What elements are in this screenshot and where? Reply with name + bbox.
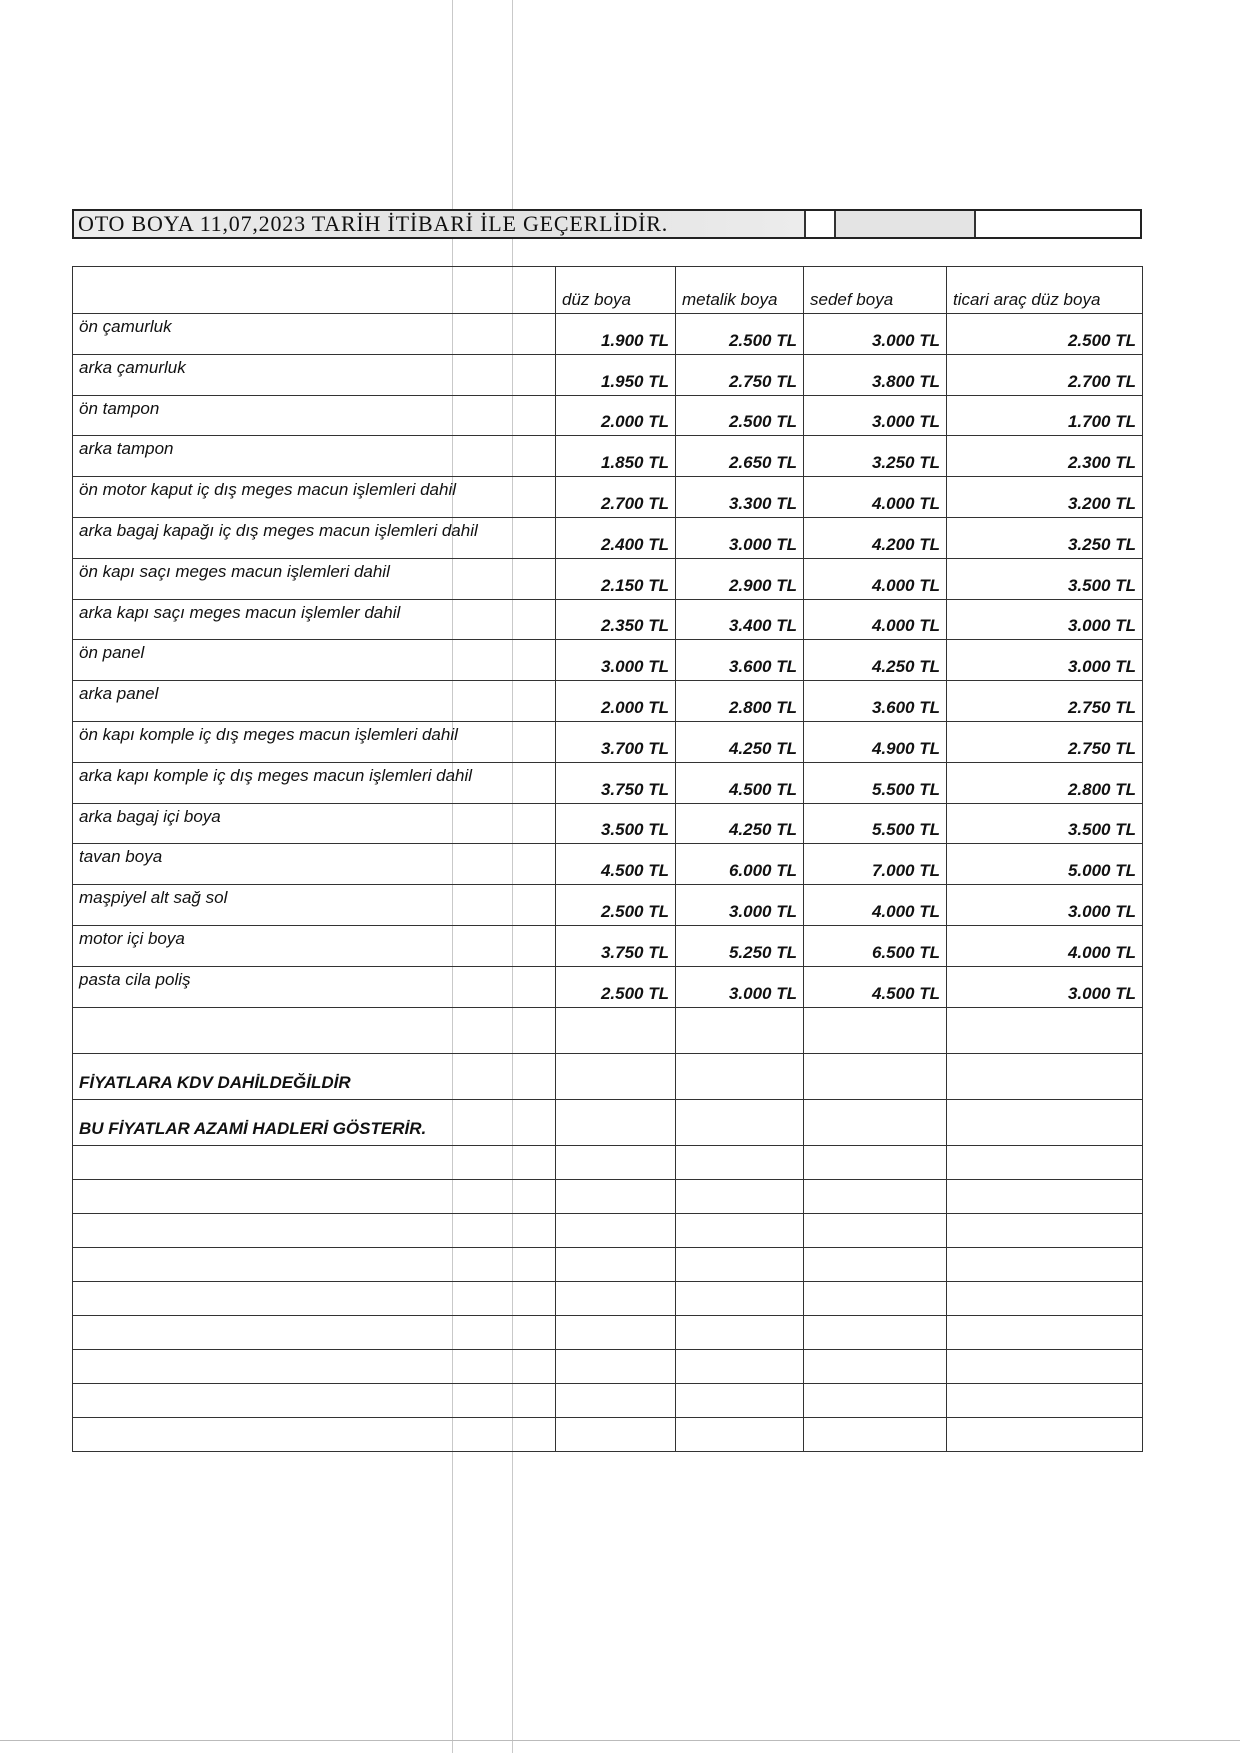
row-label: arka tampon: [73, 436, 556, 477]
price-cell: 2.000 TL: [556, 395, 676, 436]
price-cell: 4.500 TL: [556, 844, 676, 885]
empty-cell: [676, 1099, 804, 1145]
price-cell: 3.600 TL: [676, 640, 804, 681]
note-row: [73, 1053, 1143, 1099]
empty-cell: [804, 1247, 947, 1281]
price-cell: 5.000 TL: [947, 844, 1143, 885]
row-label: ön kapı komple iç dış meges macun işlemleri dahil: [73, 721, 556, 762]
empty-cell: [73, 1145, 556, 1179]
price-cell: 3.000 TL: [947, 640, 1143, 681]
row-label: arka kapı saçı meges macun işlemler dahil: [73, 599, 556, 640]
price-cell: 3.000 TL: [804, 314, 947, 355]
price-cell: 4.900 TL: [804, 721, 947, 762]
price-cell: 3.000 TL: [676, 966, 804, 1007]
row-label: ön motor kaput iç dış meges macun işlemleri dahil: [73, 477, 556, 518]
title-bar: [72, 209, 1142, 239]
price-cell: 2.700 TL: [556, 477, 676, 518]
empty-cell: [947, 1383, 1143, 1417]
row-label: maşpiyel alt sağ sol: [73, 885, 556, 926]
price-table: [72, 266, 1143, 1452]
row-label: ön çamurluk: [73, 314, 556, 355]
empty-cell: [804, 1053, 947, 1099]
empty-cell: [676, 1417, 804, 1451]
empty-row: [73, 1007, 1143, 1053]
empty-cell: [804, 1349, 947, 1383]
empty-cell: [804, 1145, 947, 1179]
price-cell: 4.000 TL: [804, 599, 947, 640]
table-row: [73, 844, 1143, 885]
empty-row: [73, 1213, 1143, 1247]
page-title: OTO BOYA 11,07,2023 TARİH İTİBARİ İLE GEÇERLİDİR.: [74, 211, 804, 237]
empty-cell: [556, 1383, 676, 1417]
empty-cell: [556, 1247, 676, 1281]
table-row: [73, 395, 1143, 436]
price-cell: 3.000 TL: [676, 885, 804, 926]
empty-cell: [804, 1383, 947, 1417]
price-cell: 2.500 TL: [676, 395, 804, 436]
note-text: BU FİYATLAR AZAMİ HADLERİ GÖSTERİR.: [73, 1099, 556, 1145]
price-cell: 3.250 TL: [804, 436, 947, 477]
row-label: arka bagaj içi boya: [73, 803, 556, 844]
empty-cell: [73, 1213, 556, 1247]
row-label: motor içi boya: [73, 925, 556, 966]
price-cell: 3.600 TL: [804, 681, 947, 722]
empty-cell: [676, 1053, 804, 1099]
price-cell: 4.250 TL: [804, 640, 947, 681]
page-bottom-edge: [0, 1740, 1240, 1741]
price-cell: 4.000 TL: [804, 885, 947, 926]
empty-cell: [947, 1179, 1143, 1213]
empty-cell: [804, 1281, 947, 1315]
empty-cell: [947, 1145, 1143, 1179]
table-row: [73, 558, 1143, 599]
empty-cell: [73, 1349, 556, 1383]
empty-cell: [947, 1247, 1143, 1281]
column-header-ticari-arac-duz-boya: ticari araç düz boya: [947, 267, 1143, 314]
empty-cell: [556, 1213, 676, 1247]
price-cell: 3.700 TL: [556, 721, 676, 762]
empty-cell: [556, 1053, 676, 1099]
empty-cell: [73, 1247, 556, 1281]
price-cell: 2.750 TL: [947, 681, 1143, 722]
note-row: [73, 1099, 1143, 1145]
price-cell: 2.700 TL: [947, 354, 1143, 395]
empty-cell: [804, 1007, 947, 1053]
table-row: [73, 314, 1143, 355]
title-bar-segment: [974, 211, 1140, 237]
empty-row: [73, 1281, 1143, 1315]
price-cell: 3.000 TL: [947, 885, 1143, 926]
empty-cell: [947, 1349, 1143, 1383]
empty-cell: [556, 1281, 676, 1315]
empty-cell: [556, 1417, 676, 1451]
header-label-cell: [73, 267, 556, 314]
table-row: [73, 517, 1143, 558]
empty-cell: [676, 1145, 804, 1179]
empty-cell: [556, 1099, 676, 1145]
empty-row: [73, 1349, 1143, 1383]
price-cell: 4.500 TL: [804, 966, 947, 1007]
table-row: [73, 925, 1143, 966]
price-cell: 4.000 TL: [804, 558, 947, 599]
price-cell: 2.500 TL: [556, 966, 676, 1007]
price-cell: 2.150 TL: [556, 558, 676, 599]
price-cell: 3.000 TL: [804, 395, 947, 436]
empty-cell: [676, 1281, 804, 1315]
price-cell: 2.800 TL: [947, 762, 1143, 803]
price-cell: 1.700 TL: [947, 395, 1143, 436]
price-cell: 2.650 TL: [676, 436, 804, 477]
table-row: [73, 599, 1143, 640]
price-cell: 4.000 TL: [947, 925, 1143, 966]
price-cell: 2.500 TL: [676, 314, 804, 355]
price-cell: 2.000 TL: [556, 681, 676, 722]
empty-cell: [73, 1179, 556, 1213]
price-cell: 4.200 TL: [804, 517, 947, 558]
empty-cell: [73, 1417, 556, 1451]
price-cell: 5.500 TL: [804, 803, 947, 844]
price-cell: 6.000 TL: [676, 844, 804, 885]
price-cell: 3.750 TL: [556, 762, 676, 803]
price-cell: 4.000 TL: [804, 477, 947, 518]
price-cell: 2.900 TL: [676, 558, 804, 599]
price-cell: 2.400 TL: [556, 517, 676, 558]
table-row: [73, 681, 1143, 722]
empty-cell: [556, 1145, 676, 1179]
title-bar-segment: [834, 211, 974, 237]
empty-row: [73, 1145, 1143, 1179]
price-cell: 2.800 TL: [676, 681, 804, 722]
row-label: arka kapı komple iç dış meges macun işlemleri dahil: [73, 762, 556, 803]
price-cell: 3.800 TL: [804, 354, 947, 395]
empty-cell: [947, 1315, 1143, 1349]
table-header-row: [73, 267, 1143, 314]
row-label: pasta cila poliş: [73, 966, 556, 1007]
price-cell: 4.500 TL: [676, 762, 804, 803]
price-cell: 3.200 TL: [947, 477, 1143, 518]
price-cell: 2.300 TL: [947, 436, 1143, 477]
empty-cell: [676, 1247, 804, 1281]
price-cell: 6.500 TL: [804, 925, 947, 966]
empty-row: [73, 1315, 1143, 1349]
empty-cell: [804, 1417, 947, 1451]
table-row: [73, 640, 1143, 681]
price-cell: 3.000 TL: [676, 517, 804, 558]
column-header-sedef-boya: sedef boya: [804, 267, 947, 314]
table-row: [73, 803, 1143, 844]
price-cell: 2.750 TL: [676, 354, 804, 395]
price-cell: 5.250 TL: [676, 925, 804, 966]
empty-row: [73, 1179, 1143, 1213]
row-label: arka bagaj kapağı iç dış meges macun işlemleri dahil: [73, 517, 556, 558]
empty-cell: [556, 1179, 676, 1213]
price-cell: 3.500 TL: [556, 803, 676, 844]
price-cell: 3.500 TL: [947, 558, 1143, 599]
empty-cell: [556, 1007, 676, 1053]
empty-cell: [676, 1179, 804, 1213]
price-cell: 3.000 TL: [947, 599, 1143, 640]
empty-cell: [73, 1383, 556, 1417]
empty-cell: [947, 1417, 1143, 1451]
table-row: [73, 885, 1143, 926]
row-label: ön kapı saçı meges macun işlemleri dahil: [73, 558, 556, 599]
empty-cell: [947, 1007, 1143, 1053]
empty-cell: [676, 1007, 804, 1053]
price-cell: 2.350 TL: [556, 599, 676, 640]
empty-cell: [73, 1281, 556, 1315]
empty-cell: [947, 1053, 1143, 1099]
row-label: arka panel: [73, 681, 556, 722]
price-cell: 4.250 TL: [676, 803, 804, 844]
price-cell: 2.500 TL: [947, 314, 1143, 355]
empty-cell: [804, 1315, 947, 1349]
price-cell: 1.950 TL: [556, 354, 676, 395]
price-cell: 4.250 TL: [676, 721, 804, 762]
empty-cell: [73, 1007, 556, 1053]
table-row: [73, 436, 1143, 477]
table-row: [73, 354, 1143, 395]
price-cell: 3.750 TL: [556, 925, 676, 966]
table-row: [73, 721, 1143, 762]
empty-row: [73, 1247, 1143, 1281]
empty-cell: [947, 1099, 1143, 1145]
row-label: arka çamurluk: [73, 354, 556, 395]
empty-cell: [676, 1315, 804, 1349]
empty-cell: [947, 1281, 1143, 1315]
row-label: tavan boya: [73, 844, 556, 885]
title-bar-segment: [804, 211, 834, 237]
table-row: [73, 477, 1143, 518]
price-cell: 3.000 TL: [947, 966, 1143, 1007]
empty-cell: [676, 1213, 804, 1247]
price-cell: 3.000 TL: [556, 640, 676, 681]
price-cell: 3.500 TL: [947, 803, 1143, 844]
empty-cell: [947, 1213, 1143, 1247]
column-header-metalik-boya: metalik boya: [676, 267, 804, 314]
price-cell: 3.300 TL: [676, 477, 804, 518]
price-cell: 2.750 TL: [947, 721, 1143, 762]
column-header-duz-boya: düz boya: [556, 267, 676, 314]
row-label: ön panel: [73, 640, 556, 681]
empty-cell: [556, 1349, 676, 1383]
price-cell: 1.900 TL: [556, 314, 676, 355]
table-row: [73, 966, 1143, 1007]
empty-cell: [73, 1315, 556, 1349]
price-cell: 5.500 TL: [804, 762, 947, 803]
price-cell: 1.850 TL: [556, 436, 676, 477]
table-row: [73, 762, 1143, 803]
price-cell: 3.400 TL: [676, 599, 804, 640]
empty-cell: [804, 1179, 947, 1213]
price-cell: 7.000 TL: [804, 844, 947, 885]
note-text: FİYATLARA KDV DAHİLDEĞİLDİR: [73, 1053, 556, 1099]
price-cell: 2.500 TL: [556, 885, 676, 926]
price-cell: 3.250 TL: [947, 517, 1143, 558]
empty-cell: [676, 1349, 804, 1383]
empty-row: [73, 1417, 1143, 1451]
empty-row: [73, 1383, 1143, 1417]
empty-cell: [804, 1099, 947, 1145]
row-label: ön tampon: [73, 395, 556, 436]
empty-cell: [676, 1383, 804, 1417]
empty-cell: [556, 1315, 676, 1349]
empty-cell: [804, 1213, 947, 1247]
